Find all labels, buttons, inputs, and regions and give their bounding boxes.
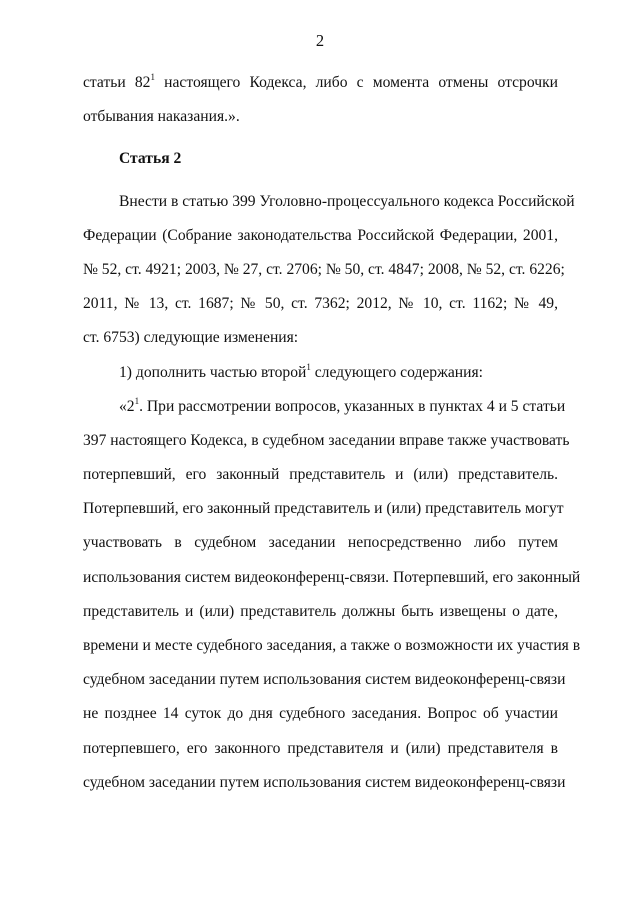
text-line-1: статьи $82^1$ настоящего Кодекса, либо с момента отмены отсрочки [83, 72, 558, 91]
text-line-5: Федерации (Собрание законодательства Российской Федерации, 2001, [83, 226, 558, 244]
text-line-14: участвовать в судебном заседании непосредственно либо путем [83, 534, 558, 552]
text-line-8: ст. 6753) следующие изменения: [83, 329, 299, 347]
text-line-18: судебном заседании путем использования систем видеоконференц-связи [83, 671, 566, 689]
text-line-10: «$2^1$. При рассмотрении вопросов, указанных в пунктах 4 и 5 статьи [119, 395, 566, 415]
text-line-2: отбывания наказания.». [83, 108, 240, 126]
article-heading: Статья 2 [119, 150, 182, 168]
text-line-13: Потерпевший, его законный представитель и (или) представитель могут [83, 500, 564, 518]
text-line-7: 2011, № 13, ст. 1687; № 50, ст. 7362; 2012, № 10, ст. 1162; № 49, [83, 295, 558, 313]
text-line-16: представитель и (или) представитель должны быть извещены о дате, [83, 602, 558, 620]
text-line-6: № 52, ст. 4921; 2003, № 27, ст. 2706; № 50, ст. 4847; 2008, № 52, ст. 6226; [83, 260, 565, 278]
text-line-4: Внести в статью 399 Уголовно-процессуального кодекса Российской [119, 192, 575, 210]
text-line-12: потерпевший, его законный представитель и (или) представитель. [83, 466, 558, 484]
text-line-15: использования систем видеоконференц-связи. Потерпевший, его законный [83, 568, 581, 586]
text-line-9: 1) дополнить частью второй$^1$ следующего содержания: [119, 361, 483, 381]
document-body [83, 66, 581, 800]
text-line-11: 397 настоящего Кодекса, в судебном заседании вправе также участвовать [83, 431, 570, 449]
text-line-20: потерпевшего, его законного представителя и (или) представителя в [83, 739, 558, 757]
superscript: 1 [134, 395, 140, 406]
text-line-21: судебном заседании путем использования систем видеоконференц-связи [83, 773, 566, 791]
superscript: 1 [150, 72, 155, 82]
text-line-17: времени и месте судебного заседания, а также о возможности их участия в [83, 637, 581, 654]
page-number: 2 [315, 31, 325, 50]
superscript: 1 [306, 361, 311, 372]
text-line-19: не позднее 14 суток до дня судебного заседания. Вопрос об участии [83, 705, 558, 723]
